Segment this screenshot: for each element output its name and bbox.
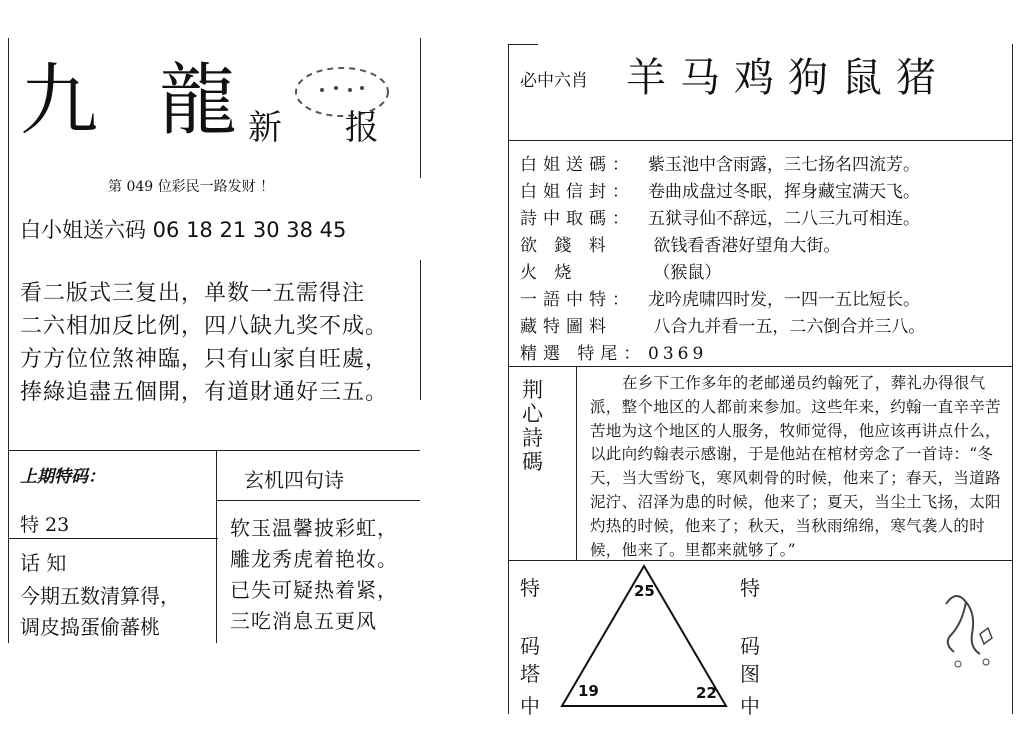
kv-value: 五狱寻仙不辞远，二八三九可相连。 (648, 209, 920, 229)
kv-value: 紫玉池中含雨露，三七扬名四流芳。 (648, 155, 920, 175)
mystic-poem-title: 玄机四句诗 (244, 468, 344, 492)
six-codes: 白小姐送六码 06 18 21 30 38 45 (20, 218, 347, 242)
kv-value: 0369 (648, 344, 708, 364)
kv-key: 欲 錢 料 (520, 236, 612, 256)
triangle-right-char: 码 (740, 634, 760, 658)
newspaper-title: 九 龍 (20, 56, 255, 146)
hint-line: 今期五数清算得， (20, 584, 180, 608)
kv-row (520, 339, 707, 364)
kv-key: 藏特圖料 (520, 317, 612, 337)
triangle-left-char: 中 (520, 694, 540, 718)
poem-line: 二六相加反比例，四八缺九奖不成。 (20, 314, 389, 339)
issue-line: 第 049 位彩民一路发财 ！ (108, 179, 275, 195)
zodiac-label: 必中六肖 (520, 71, 588, 91)
kv-row (520, 150, 920, 175)
mystic-poem-line: 已失可疑热着紧， (230, 578, 398, 602)
mystic-poem-line: 雕龙秀虎着艳妆。 (230, 547, 398, 571)
newspaper-subtitle: 新 报 (248, 108, 405, 148)
triangle-left-char: 码 (520, 634, 540, 658)
triangle-left-char: 特 (520, 576, 540, 600)
mind-label-line: 詩 碼 (522, 426, 543, 474)
decorative-sketch (936, 584, 1002, 674)
kv-key: 一語中特： (520, 290, 635, 310)
kv-key: 白姐送碼： (520, 155, 635, 175)
mystic-poem-line: 三吃消息五更风 (230, 609, 377, 633)
story-text: 在乡下工作多年的老邮递员约翰死了，葬礼办得很气派，整个地区的人都前来参加。这些年来，约翰一直辛辛苦苦地为这个地区的人服务，牧师觉得，他应该再讲点什么，以此向约翰表示感谢，于是他站在棺材旁念了一首诗：“冬天，当大雪纷飞，寒风刺骨的时候，他来了；春天，当道路泥泞、沼泽为患的时候，他来了；夏天，当尘土飞扬，太阳灼热的时候，他来了；秋天，当秋雨绵绵，寒气袭人的时候，他来了。里都来就够了。” (590, 374, 1001, 559)
kv-value: 欲钱看香港好望角大街。 (648, 236, 841, 256)
kv-key: 精選 特尾： (520, 344, 647, 364)
kv-row (520, 231, 840, 256)
triangle-right-char: 特 (740, 576, 760, 600)
kv-key: 火 烧 (520, 263, 578, 283)
triangle-bottom-right-number: 22 (696, 684, 717, 702)
kv-value: 八合九并看一五，二六倒合并三八。 (648, 317, 926, 337)
hint-title: 话 知 (20, 551, 67, 575)
kv-row (520, 312, 925, 337)
poem-line: 捧綠追盡五個開，有道財通好三五。 (20, 380, 389, 405)
kv-row (520, 177, 920, 202)
triangle-left-char: 塔 (520, 662, 540, 686)
mind-poem-label (520, 378, 576, 488)
hint-line: 调皮捣蛋偷蕃桃 (20, 615, 160, 639)
kv-key: 白姐信封： (520, 182, 635, 202)
kv-key: 詩中取碼： (520, 209, 635, 229)
last-issue-special: 特 23 (20, 514, 70, 536)
zodiac-value: 羊马鸡狗鼠猪 (626, 55, 950, 101)
poem-line: 方方位位煞神臨，只有山家自旺處， (20, 347, 389, 372)
last-issue-title: 上期特码： (20, 467, 105, 487)
kv-value: 龙吟虎啸四时发，一四一五比短长。 (648, 290, 920, 310)
triangle-bottom-left-number: 19 (578, 682, 599, 700)
mystic-poem-line: 软玉温馨披彩虹， (230, 516, 398, 540)
triangle-right-char: 图 (740, 662, 760, 686)
kv-value: （猴鼠） (648, 263, 722, 283)
kv-row (520, 204, 920, 229)
triangle-right-char: 中 (740, 694, 760, 718)
poem-line: 看二版式三复出，单数一五需得注 (20, 281, 366, 306)
kv-value: 卷曲成盘过冬眠，挥身藏宝满天飞。 (648, 182, 920, 202)
kv-row (520, 258, 721, 283)
kv-row (520, 285, 920, 310)
triangle-top-number: 25 (634, 582, 655, 600)
mind-label-line: 荆 心 (522, 378, 543, 426)
